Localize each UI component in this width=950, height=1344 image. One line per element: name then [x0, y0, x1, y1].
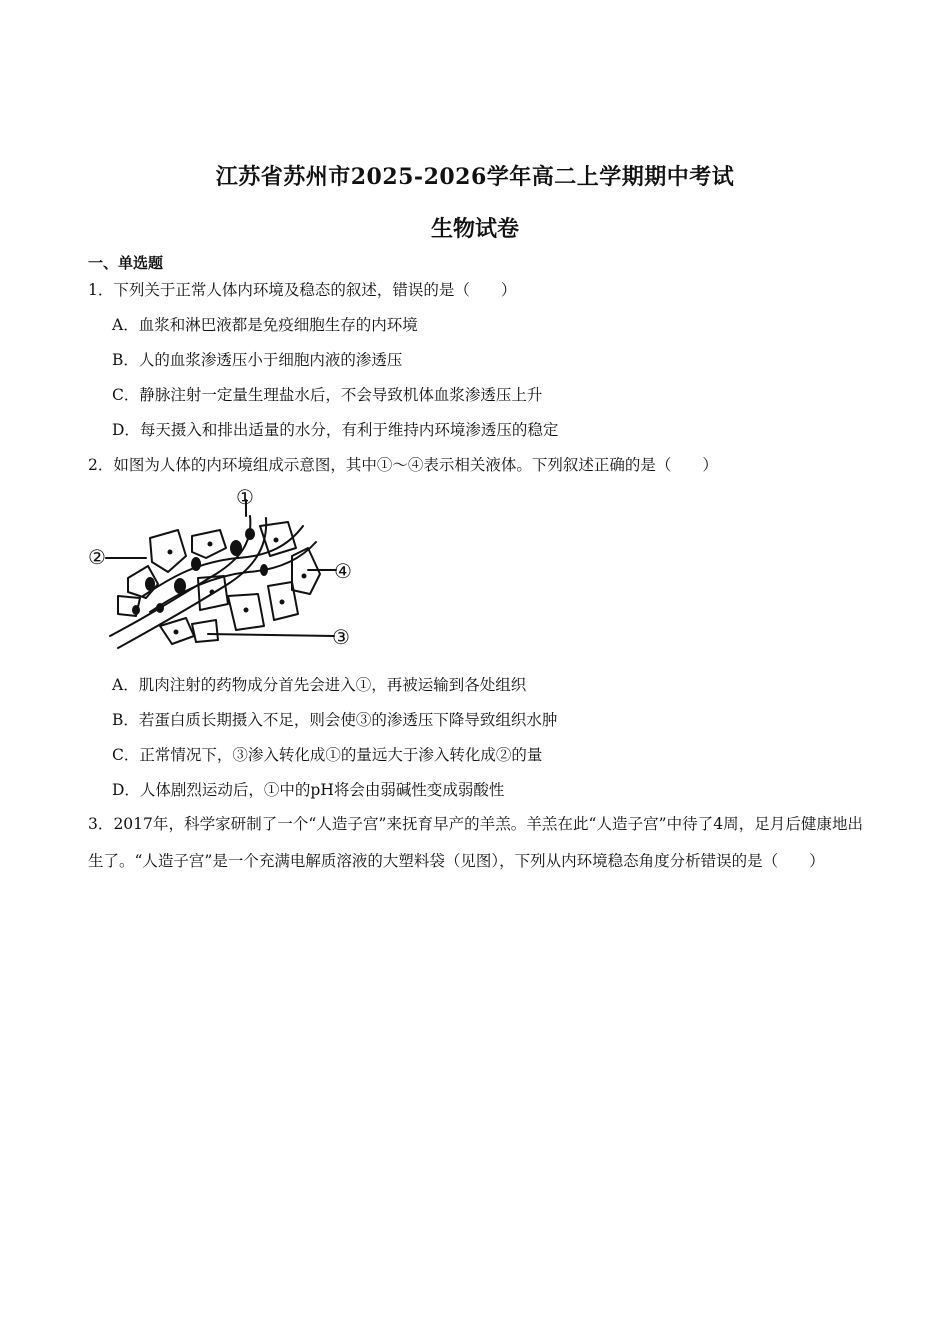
- question-1-stem: 1．下列关于正常人体内环境及稳态的叙述，错误的是（ ）: [88, 281, 517, 299]
- page-subtitle: 生物试卷: [430, 216, 519, 242]
- question-2-option-c: C．正常情况下，③渗入转化成①的量远大于渗入转化成②的量: [112, 746, 543, 764]
- figure-label-3: ③: [332, 625, 350, 649]
- question-2-option-b: B．若蛋白质长期摄入不足，则会使③的渗透压下降导致组织水肿: [112, 711, 558, 729]
- question-2-option-d: D．人体剧烈运动后，①中的pH将会由弱碱性变成弱酸性: [112, 781, 505, 799]
- question-1-option-c: C．静脉注射一定量生理盐水后，不会导致机体血浆渗透压上升: [112, 386, 543, 404]
- internal-environment-diagram: [88, 486, 358, 652]
- figure-label-4: ④: [334, 559, 352, 583]
- figure-label-1: ①: [236, 486, 254, 509]
- page-title: 江苏省苏州市2025-2026学年高二上学期期中考试: [215, 164, 735, 190]
- section-heading: 一、单选题: [88, 254, 164, 272]
- question-1-option-a: A．血浆和淋巴液都是免疫细胞生存的内环境: [112, 316, 418, 334]
- figure-label-2: ②: [88, 545, 106, 569]
- question-3-stem: 3．2017年，科学家研制了一个“人造子宫”来抚育早产的羊羔。羊羔在此“人造子宫”中待了4周，足月后健康地出生了。“人造子宫”是一个充满电解质溶液的大塑料袋（见图），下列从内环境稳态角度分析错误的是（ ）: [88, 815, 863, 870]
- question-1-option-b: B．人的血浆渗透压小于细胞内液的渗透压: [112, 351, 403, 369]
- question-1-option-d: D．每天摄入和排出适量的水分，有利于维持内环境渗透压的稳定: [112, 421, 559, 439]
- question-2-stem: 2．如图为人体的内环境组成示意图，其中①～④表示相关液体。下列叙述正确的是（ ）: [88, 456, 718, 474]
- question-2-option-a: A．肌肉注射的药物成分首先会进入①，再被运输到各处组织: [112, 676, 527, 694]
